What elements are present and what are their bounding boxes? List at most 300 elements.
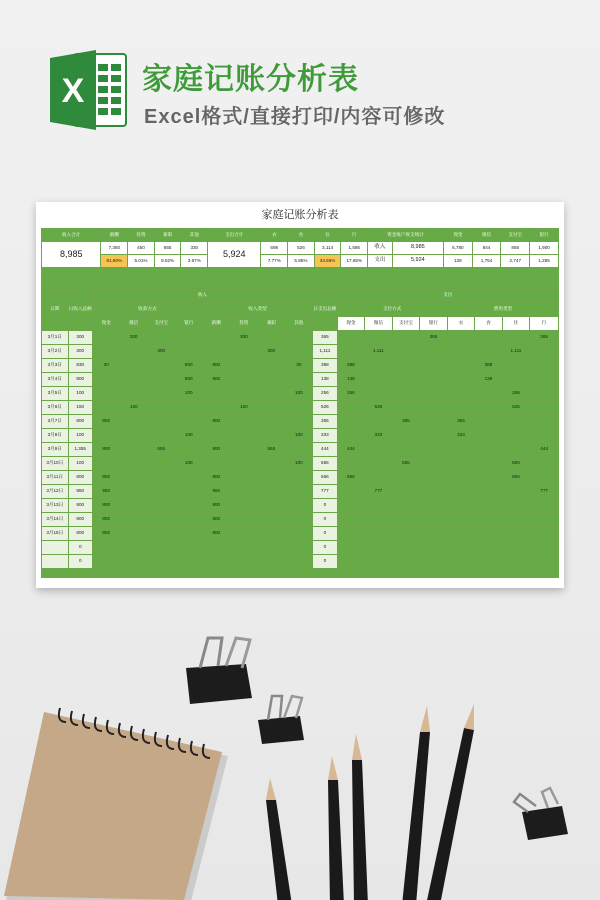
expense-pay-cell [392, 331, 420, 345]
expense-type-cell [502, 541, 530, 555]
expense-pay-cell [337, 555, 365, 569]
expense-type-cell [502, 485, 530, 499]
day-expense-cell: 0 [313, 541, 337, 555]
account-type-header: 银行 [530, 229, 559, 242]
day-expense-cell: 0 [313, 555, 337, 569]
income-pay-cell: 150 [120, 401, 148, 415]
day-expense-cell: 0 [313, 513, 337, 527]
expense-pay-cell [420, 471, 448, 485]
income-type-cell [203, 387, 231, 401]
pencil-icon [352, 734, 368, 900]
income-type-group-header: 收入类型 [203, 303, 313, 317]
expense-pay-cell [337, 345, 365, 359]
expense-pay-cell: 555 [392, 457, 420, 471]
income-type-value: 855 [154, 242, 181, 255]
sub-header: 兼职 [258, 317, 286, 331]
expense-pay-cell [337, 485, 365, 499]
day-income-cell: 100 [68, 429, 92, 443]
income-type-pct: 5.01% [128, 255, 155, 268]
income-pay-cell: 555 [147, 443, 175, 457]
expense-type-cell [447, 527, 475, 541]
sub-header: 支付宝 [392, 317, 420, 331]
expense-type-value: 1,586 [341, 242, 368, 255]
expense-type-cell [502, 415, 530, 429]
expense-pay-cell: 526 [365, 401, 393, 415]
day-income-cell: 1,355 [68, 443, 92, 457]
date-cell: 3月8日 [42, 429, 69, 443]
income-type-cell [285, 401, 313, 415]
expense-pay-cell [365, 527, 393, 541]
pencil-icon [328, 756, 344, 900]
income-pay-cell [147, 387, 175, 401]
expense-type-cell [530, 401, 559, 415]
expense-type-cell [502, 499, 530, 513]
expense-pay-cell [392, 387, 420, 401]
income-pay-method-header: 收款方式 [92, 303, 202, 317]
account-value: 1,900 [530, 242, 559, 255]
income-pay-cell [175, 485, 203, 499]
income-pay-cell: 800 [92, 513, 120, 527]
income-pay-cell [175, 499, 203, 513]
income-type-cell: 800 [203, 443, 231, 457]
income-pay-cell [92, 387, 120, 401]
excel-logo-icon [48, 44, 130, 136]
sub-header: 银行 [420, 317, 448, 331]
income-type-cell: 100 [285, 387, 313, 401]
day-income-cell: 800 [68, 513, 92, 527]
date-cell [42, 555, 69, 569]
income-pay-cell [120, 541, 148, 555]
account-value: 1,754 [472, 255, 501, 268]
income-type-cell [285, 499, 313, 513]
date-cell: 3月7日 [42, 415, 69, 429]
day-expense-cell: 444 [313, 443, 337, 457]
income-type-cell [285, 345, 313, 359]
income-type-cell [203, 429, 231, 443]
expense-pay-cell: 388 [337, 359, 365, 373]
expense-pay-cell [420, 513, 448, 527]
income-pay-cell [147, 527, 175, 541]
day-income-cell: 800 [68, 373, 92, 387]
income-type-cell: 100 [285, 457, 313, 471]
income-pay-cell [175, 513, 203, 527]
expense-type-group-header: 费用类型 [447, 303, 558, 317]
expense-pay-cell [365, 471, 393, 485]
income-pay-cell [147, 485, 175, 499]
expense-type-cell: 777 [530, 485, 559, 499]
expense-type-cell [447, 373, 475, 387]
page-title: 家庭记账分析表 [142, 63, 359, 96]
expense-type-cell [530, 513, 559, 527]
income-type-cell [203, 541, 231, 555]
income-pay-cell [120, 359, 148, 373]
expense-type-cell [502, 331, 530, 345]
income-type-cell [230, 541, 258, 555]
expense-pay-cell [365, 359, 393, 373]
income-pay-cell: 800 [175, 373, 203, 387]
day-expense-cell: 0 [313, 499, 337, 513]
expense-type-cell [447, 443, 475, 457]
income-pay-cell: 300 [147, 345, 175, 359]
expense-pay-cell [392, 443, 420, 457]
expense-pay-cell [337, 401, 365, 415]
date-cell: 3月13日 [42, 499, 69, 513]
expense-pay-cell [392, 471, 420, 485]
expense-type-cell [530, 345, 559, 359]
expense-type-header: 食 [288, 229, 315, 242]
income-type-cell [230, 527, 258, 541]
table-row [42, 331, 559, 345]
income-pay-cell [120, 429, 148, 443]
account-value: 138 [443, 255, 472, 268]
date-cell: 3月5日 [42, 387, 69, 401]
expense-type-cell [530, 359, 559, 373]
income-type-cell [285, 443, 313, 457]
date-cell: 3月14日 [42, 513, 69, 527]
income-pay-cell [120, 345, 148, 359]
expense-type-cell [447, 345, 475, 359]
income-pay-cell: 800 [92, 415, 120, 429]
income-pay-cell [147, 555, 175, 569]
expense-type-cell [447, 513, 475, 527]
income-type-value: 450 [128, 242, 155, 255]
income-pay-cell [175, 471, 203, 485]
expense-type-cell: 555 [502, 457, 530, 471]
expense-type-cell [475, 415, 503, 429]
income-pay-cell [175, 443, 203, 457]
income-type-cell [230, 555, 258, 569]
expense-pay-cell [365, 541, 393, 555]
expense-pay-cell [365, 415, 393, 429]
pencil-icon [266, 778, 292, 900]
account-stats-label: 资金账户收支统计 [368, 229, 444, 242]
expense-type-cell [475, 527, 503, 541]
sub-header: 其他 [285, 317, 313, 331]
income-type-header: 其他 [181, 229, 208, 242]
expense-type-cell [475, 443, 503, 457]
expense-pay-cell [392, 555, 420, 569]
expense-pay-cell: 138 [337, 373, 365, 387]
expense-pay-cell [420, 373, 448, 387]
income-pay-cell [120, 499, 148, 513]
expense-pay-cell [420, 401, 448, 415]
day-expense-cell: 365 [313, 331, 337, 345]
income-type-cell [285, 331, 313, 345]
income-type-cell [203, 331, 231, 345]
income-type-cell [230, 513, 258, 527]
date-cell: 3月1日 [42, 331, 69, 345]
income-pay-cell: 100 [175, 387, 203, 401]
spreadsheet-preview [36, 202, 564, 588]
expense-pay-cell [365, 513, 393, 527]
expense-type-value: 698 [261, 242, 288, 255]
expense-type-cell [447, 471, 475, 485]
income-type-cell [285, 513, 313, 527]
expense-type-cell: 333 [447, 429, 475, 443]
income-type-cell [203, 457, 231, 471]
expense-pay-cell [365, 387, 393, 401]
day-expense-cell: 777 [313, 485, 337, 499]
income-type-cell [258, 527, 286, 541]
expense-pay-cell [420, 457, 448, 471]
table-row [42, 415, 559, 429]
expense-type-value: 3,114 [314, 242, 341, 255]
expense-type-pct: 5.85% [288, 255, 315, 268]
expense-type-cell: 365 [447, 415, 475, 429]
income-pay-cell [120, 415, 148, 429]
expense-type-pct: 7.77% [261, 255, 288, 268]
expense-pay-cell: 365 [392, 415, 420, 429]
income-pay-cell: 800 [92, 443, 120, 457]
expense-pay-cell: 365 [420, 331, 448, 345]
income-pay-cell [120, 485, 148, 499]
income-type-cell [285, 527, 313, 541]
day-expense-cell: 333 [313, 429, 337, 443]
income-type-value: 7,350 [101, 242, 128, 255]
income-pay-cell: 800 [92, 471, 120, 485]
date-cell: 3月15日 [42, 527, 69, 541]
expense-type-cell [475, 429, 503, 443]
income-type-header: 薪酬 [101, 229, 128, 242]
account-row-label: 支出 [368, 255, 393, 268]
income-type-cell [258, 359, 286, 373]
table-row [42, 443, 559, 457]
expense-type-cell [530, 471, 559, 485]
income-type-cell [258, 499, 286, 513]
income-pay-cell [120, 457, 148, 471]
day-expense-cell: 138 [313, 373, 337, 387]
income-pay-cell: 800 [92, 527, 120, 541]
expense-type-cell: 388 [475, 359, 503, 373]
desk-scene [0, 600, 600, 900]
page-subtitle: Excel格式/直接打印/内容可修改 [144, 106, 446, 128]
expense-type-cell [530, 387, 559, 401]
notebook-icon [4, 708, 228, 900]
expense-pay-cell [420, 345, 448, 359]
day-income-cell: 100 [68, 387, 92, 401]
sub-header: 现金 [337, 317, 365, 331]
expense-pay-cell [337, 415, 365, 429]
income-type-cell: 555 [258, 443, 286, 457]
income-type-pct: 3.67% [181, 255, 208, 268]
expense-type-value: 526 [288, 242, 315, 255]
income-type-cell: 300 [258, 345, 286, 359]
day-income-cell: 0 [68, 541, 92, 555]
day-expense-cell: 1,111 [313, 345, 337, 359]
table-row [42, 541, 559, 555]
expense-pay-cell [337, 527, 365, 541]
income-type-cell [230, 415, 258, 429]
income-type-header: 投资 [128, 229, 155, 242]
day-income-cell: 100 [68, 457, 92, 471]
income-type-cell [258, 513, 286, 527]
account-type-header: 现金 [443, 229, 472, 242]
income-pay-cell [120, 373, 148, 387]
income-type-cell: 300 [230, 331, 258, 345]
income-type-cell [258, 429, 286, 443]
expense-pay-cell [420, 527, 448, 541]
sub-header: 支付宝 [147, 317, 175, 331]
income-section-header: 收入 [92, 289, 312, 303]
day-expense-cell: 526 [313, 401, 337, 415]
income-pay-cell [92, 541, 120, 555]
expense-pay-cell [392, 541, 420, 555]
day-expense-cell: 555 [313, 457, 337, 471]
expense-type-cell: 138 [475, 373, 503, 387]
date-cell: 3月2日 [42, 345, 69, 359]
expense-pay-cell [337, 513, 365, 527]
sub-header: 银行 [175, 317, 203, 331]
day-income-cell: 950 [68, 485, 92, 499]
sub-header: 现金 [92, 317, 120, 331]
expense-type-cell [475, 555, 503, 569]
expense-type-cell [475, 331, 503, 345]
expense-type-header: 住 [314, 229, 341, 242]
table-row [42, 359, 559, 373]
expense-pay-cell [392, 401, 420, 415]
income-pay-cell [147, 513, 175, 527]
table-row [42, 513, 559, 527]
income-type-cell [230, 429, 258, 443]
expense-type-cell: 444 [530, 443, 559, 457]
income-type-cell [258, 387, 286, 401]
income-type-cell [258, 331, 286, 345]
income-pay-cell [120, 443, 148, 457]
income-pay-cell [147, 401, 175, 415]
sheet-title: 家庭记账分析表 [261, 208, 339, 221]
expense-type-cell [475, 513, 503, 527]
income-type-cell [230, 485, 258, 499]
expense-pay-cell: 333 [365, 429, 393, 443]
income-type-cell: 800 [203, 499, 231, 513]
date-cell: 3月10日 [42, 457, 69, 471]
income-pay-cell [147, 541, 175, 555]
income-type-cell [230, 499, 258, 513]
day-expense-cell: 388 [313, 359, 337, 373]
date-cell: 3月6日 [42, 401, 69, 415]
income-type-cell [258, 555, 286, 569]
expense-pay-cell [420, 541, 448, 555]
expense-type-cell [447, 401, 475, 415]
income-pay-cell [92, 555, 120, 569]
expense-pay-cell [365, 373, 393, 387]
expense-type-cell: 365 [530, 331, 559, 345]
income-type-pct: 81.80% [101, 255, 128, 268]
income-type-cell [258, 485, 286, 499]
pencil-icon [402, 706, 430, 900]
income-total-label: 收入合计 [42, 229, 101, 242]
income-type-cell [285, 541, 313, 555]
income-pay-cell [92, 345, 120, 359]
expense-type-cell: 256 [502, 387, 530, 401]
expense-pay-cell [420, 555, 448, 569]
expense-type-header: 行 [341, 229, 368, 242]
expense-type-pct: 34.66% [314, 255, 341, 268]
income-pay-cell [147, 457, 175, 471]
expense-type-cell [502, 513, 530, 527]
expense-pay-cell [420, 443, 448, 457]
income-type-cell [285, 373, 313, 387]
account-value: 1,285 [530, 255, 559, 268]
expense-type-cell [447, 499, 475, 513]
expense-pay-cell: 444 [337, 443, 365, 457]
expense-type-cell [475, 485, 503, 499]
expense-type-cell [502, 527, 530, 541]
expense-pay-cell [365, 457, 393, 471]
account-row-label: 收入 [368, 242, 393, 255]
expense-type-cell [502, 429, 530, 443]
detail-table [41, 288, 559, 569]
expense-pay-cell [337, 499, 365, 513]
expense-type-cell [475, 401, 503, 415]
income-pay-cell [120, 513, 148, 527]
sub-header: 住 [502, 317, 530, 331]
date-cell: 3月4日 [42, 373, 69, 387]
income-type-cell [258, 373, 286, 387]
table-row [42, 485, 559, 499]
income-type-cell [285, 415, 313, 429]
expense-type-cell [530, 429, 559, 443]
income-pay-cell [120, 471, 148, 485]
table-row [42, 401, 559, 415]
expense-pay-cell [337, 429, 365, 443]
income-pay-cell [147, 429, 175, 443]
expense-pay-cell: 777 [365, 485, 393, 499]
date-cell [42, 541, 69, 555]
binder-clip-icon [258, 696, 304, 744]
account-value: 2,747 [501, 255, 530, 268]
day-income-cell: 300 [68, 345, 92, 359]
income-pay-cell: 30 [92, 359, 120, 373]
income-type-cell: 800 [203, 471, 231, 485]
income-type-header: 兼职 [154, 229, 181, 242]
expense-type-cell [447, 555, 475, 569]
account-row-total: 5,924 [392, 255, 443, 268]
income-type-cell: 800 [203, 415, 231, 429]
expense-pay-cell [392, 513, 420, 527]
income-type-cell: 800 [203, 373, 231, 387]
expense-pay-cell [392, 429, 420, 443]
income-type-cell [258, 457, 286, 471]
income-pay-cell [92, 457, 120, 471]
expense-type-cell [502, 359, 530, 373]
day-expense-cell: 666 [313, 471, 337, 485]
sub-header: 衣 [447, 317, 475, 331]
expense-pay-cell [365, 555, 393, 569]
expense-type-cell [475, 345, 503, 359]
income-pay-cell [175, 415, 203, 429]
account-row-total: 8,985 [392, 242, 443, 255]
sub-header: 投资 [230, 317, 258, 331]
expense-pay-cell [420, 485, 448, 499]
income-type-cell [230, 443, 258, 457]
expense-type-cell [475, 499, 503, 513]
account-value: 855 [501, 242, 530, 255]
expense-type-cell: 526 [502, 401, 530, 415]
expense-type-cell [530, 541, 559, 555]
expense-pay-cell [365, 499, 393, 513]
income-type-cell [230, 345, 258, 359]
table-row [42, 457, 559, 471]
income-pay-cell [92, 401, 120, 415]
table-row [42, 373, 559, 387]
expense-type-cell [447, 541, 475, 555]
expense-pay-cell: 666 [337, 471, 365, 485]
expense-pay-cell: 256 [337, 387, 365, 401]
expense-pay-cell [420, 387, 448, 401]
income-pay-cell [175, 541, 203, 555]
income-pay-cell [175, 331, 203, 345]
